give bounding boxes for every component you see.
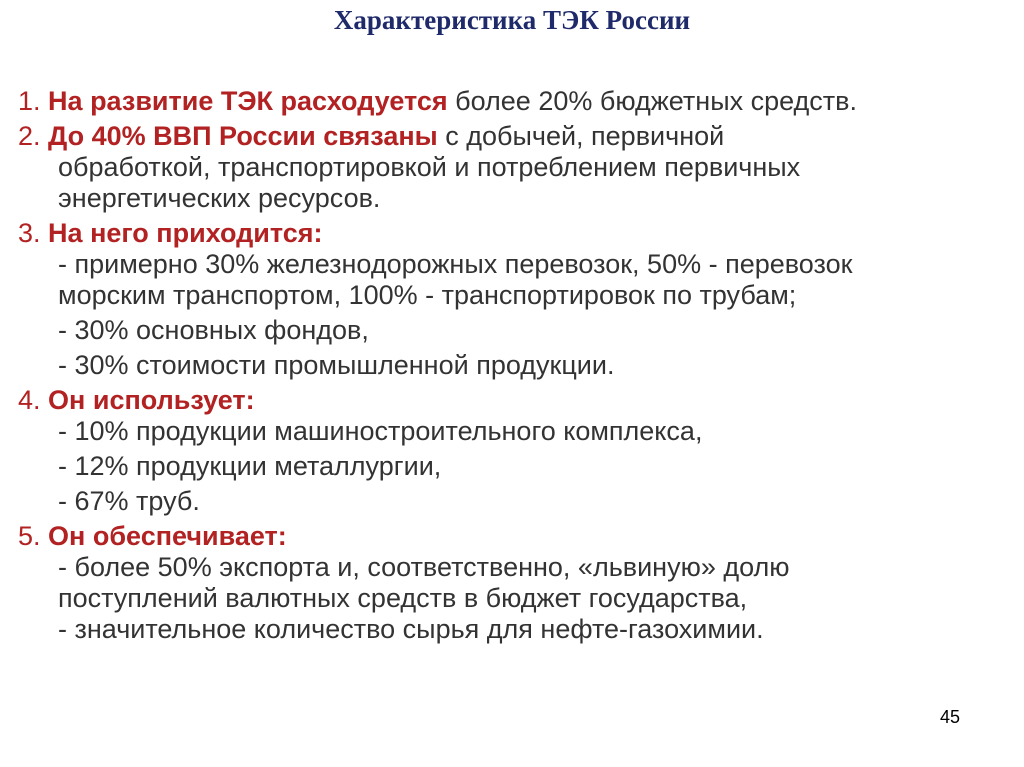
sub-list [18, 552, 1003, 645]
item-highlight: На него приходится: [48, 218, 323, 248]
list-item-2 [18, 121, 1003, 214]
slide-title: Характеристика ТЭК России [333, 5, 691, 35]
item-highlight: Он использует: [48, 385, 255, 415]
item-number: 2. [18, 121, 41, 151]
sub-item: - 30% основных фондов, [58, 315, 369, 345]
item-number: 3. [18, 218, 41, 248]
sub-list [18, 416, 1003, 517]
list-item-1 [18, 86, 1003, 117]
sub-item: - примерно 30% железнодорожных перевозок, 50% - перевозок [58, 249, 853, 279]
list-item-3 [18, 218, 1003, 381]
item-number: 1. [18, 86, 41, 116]
sub-item: - 12% продукции металлургии, [58, 451, 442, 481]
item-highlight: Он обеспечивает: [48, 521, 287, 551]
sub-item: - значительное количество сырья для нефте-газохимии. [58, 614, 764, 644]
item-highlight: На развитие ТЭК расходуется [48, 86, 448, 116]
sub-item: - 10% продукции машиностроительного комплекса, [58, 416, 703, 446]
sub-item: - 67% труб. [58, 486, 200, 516]
item-text: более 20% бюджетных средств. [455, 86, 858, 116]
slide-content [18, 86, 1003, 649]
list-item-4 [18, 385, 1003, 517]
item-number: 5. [18, 521, 41, 551]
page-number: 45 [940, 707, 961, 727]
sub-list [18, 249, 1003, 381]
item-highlight: До 40% ВВП России связаны [48, 121, 438, 151]
item-text: энергетических ресурсов. [58, 183, 381, 213]
list-item-5 [18, 521, 1003, 645]
sub-item: - 30% стоимости промышленной продукции. [58, 350, 615, 380]
item-number: 4. [18, 385, 41, 415]
item-text: с добычей, первичной [445, 121, 725, 151]
sub-item: - более 50% экспорта и, соответственно, «львиную» долю [58, 552, 790, 582]
item-text: обработкой, транспортировкой и потреблением первичных [58, 152, 801, 182]
sub-item: поступлений валютных средств в бюджет государства, [58, 583, 748, 613]
sub-item: морским транспортом, 100% - транспортировок по трубам; [58, 280, 797, 310]
